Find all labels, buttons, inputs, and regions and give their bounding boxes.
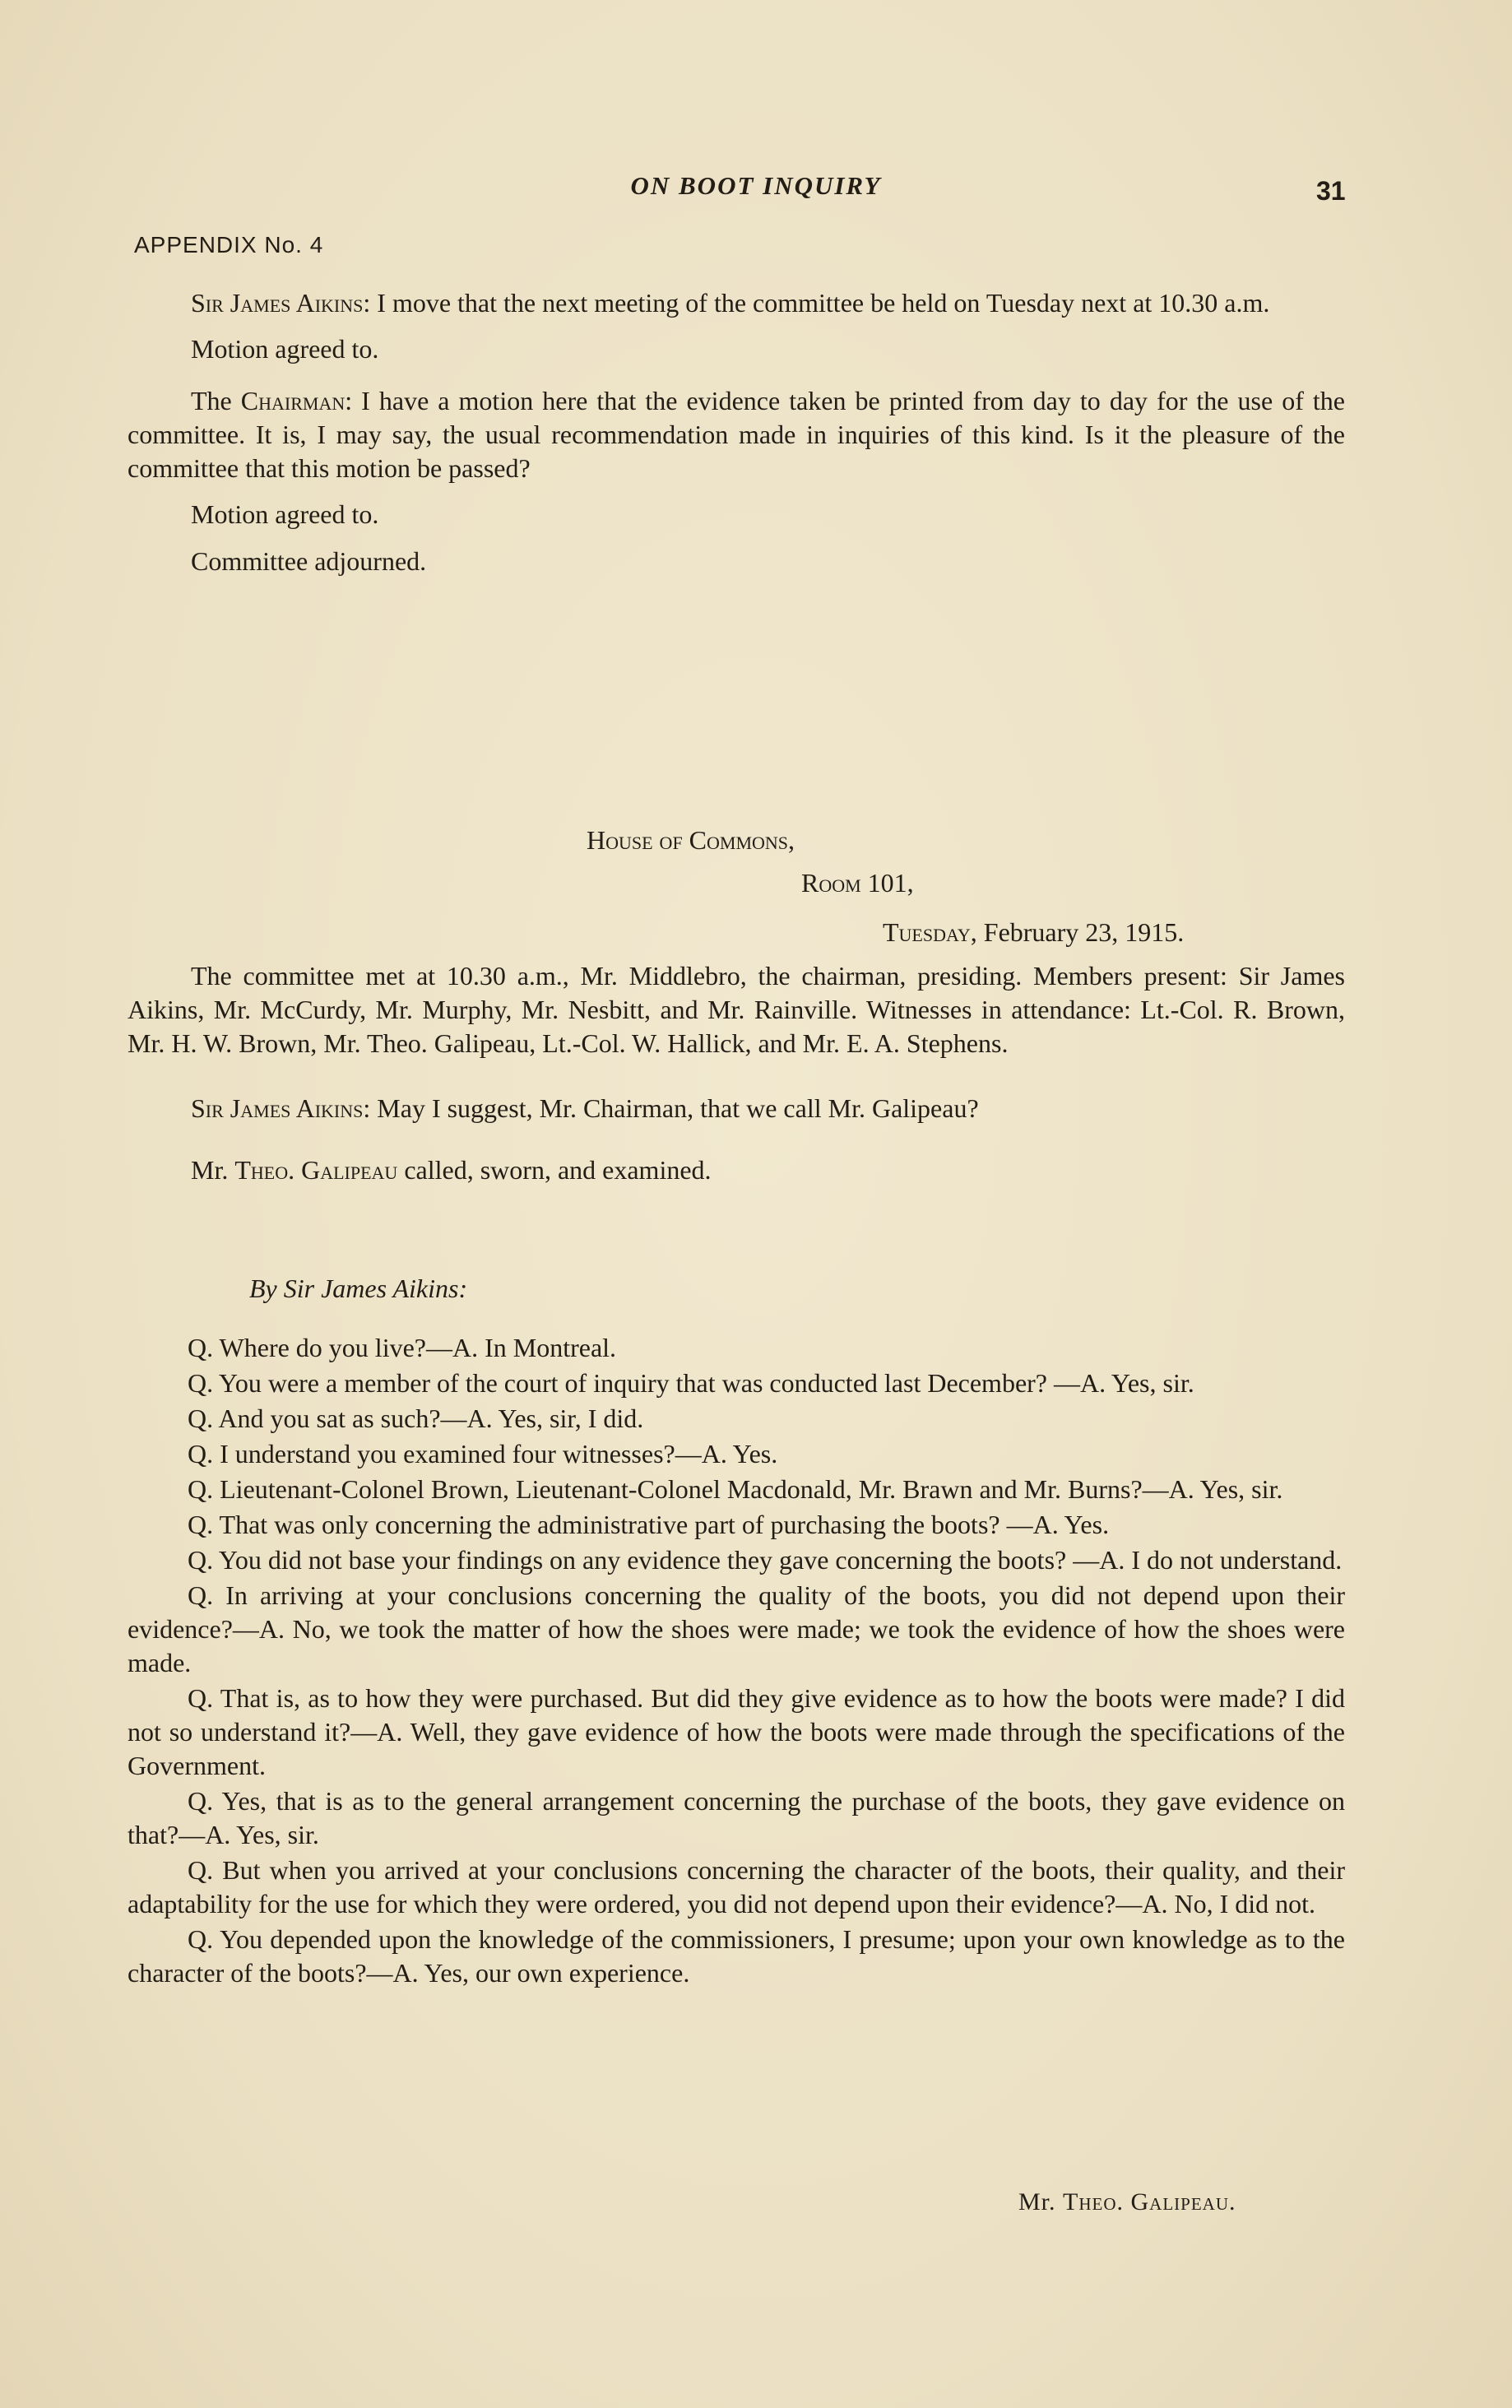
- qa-item: Q. And you sat as such?—A. Yes, sir, I did.: [188, 1404, 644, 1433]
- catchword: Mr. Theo. Galipeau.: [1018, 2188, 1236, 2215]
- address-line-room: Room 101,: [801, 868, 914, 898]
- qa-item: Q. I understand you examined four witnesses?—A. Yes.: [188, 1439, 778, 1468]
- motion-agreed-text: Motion agreed to.: [191, 499, 379, 529]
- question-answer-list: [128, 1331, 1345, 1992]
- qa-item: Q. You depended upon the knowledge of the commissioners, I presume; upon your own knowledge as to the character of the boots?—A. Yes, our own experience.: [128, 1924, 1345, 1988]
- qa-item: Q. That is, as to how they were purchased. But did they give evidence as to how the boots were made? I did not so understand it?—A. Well, they gave evidence of how the boots were made through the specifications of the Government.: [128, 1683, 1345, 1780]
- qa-item: Q. Lieutenant-Colonel Brown, Lieutenant-Colonel Macdonald, Mr. Brawn and Mr. Burns?—A. Yes, sir.: [188, 1474, 1283, 1504]
- qa-item: Q. Where do you live?—A. In Montreal.: [188, 1333, 617, 1362]
- witness-called-paragraph: Mr. Theo. Galipeau called, sworn, and examined.: [191, 1155, 712, 1185]
- page-number: 31: [1316, 176, 1346, 206]
- appendix-label: APPENDIX No. 4: [134, 232, 324, 258]
- qa-item: Q. You were a member of the court of inquiry that was conducted last December? —A. Yes, sir.: [188, 1368, 1194, 1398]
- speaker-name: Sir James Aikins:: [191, 1093, 371, 1123]
- qa-item: Q. In arriving at your conclusions concerning the quality of the boots, you did not depend upon their evidence?—A. No, we took the matter of how the shoes were made; we took the evidence of how the shoes were made.: [128, 1580, 1345, 1677]
- qa-item: Q. You did not base your findings on any evidence they gave concerning the boots? —A. I do not understand.: [188, 1545, 1343, 1575]
- paragraph-text: I move that the next meeting of the committee be held on Tuesday next at 10.30 a.m.: [370, 288, 1270, 318]
- suggestion-paragraph: Sir James Aikins: May I suggest, Mr. Chairman, that we call Mr. Galipeau?: [191, 1093, 979, 1123]
- speaker-name: Sir James Aikins:: [191, 288, 371, 318]
- attendance-paragraph: The committee met at 10.30 a.m., Mr. Middlebro, the chairman, presiding. Members present: Sir James Aikins, Mr. McCurdy, Mr. Murphy, Mr. Nesbitt, and Mr. Rainville. Witnesses in attendance: Lt.-Col. R. Brown, Mr. H. W. Brown, Mr. Theo. Galipeau, Lt.-Col. W. Hallick, and Mr. E. A. Stephens.: [128, 961, 1345, 1058]
- paragraph-text: I have a motion here that the evidence taken be printed from day to day for the use of the committee. It is, I may say, the usual recommendation made in inquiries of this kind. Is it the pleasure of the committee that this motion be passed?: [128, 386, 1345, 483]
- running-title: ON BOOT INQUIRY: [630, 171, 882, 200]
- speaker-name: Chairman:: [240, 386, 353, 415]
- motion-agreed-text: Motion agreed to.: [191, 334, 379, 364]
- qa-item: Q. That was only concerning the administrative part of purchasing the boots? —A. Yes.: [188, 1510, 1110, 1539]
- examiner-heading: By Sir James Aikins:: [249, 1274, 468, 1303]
- committee-adjourned-text: Committee adjourned.: [191, 546, 427, 576]
- opening-section: [128, 286, 1345, 578]
- attendance-section: [128, 959, 1345, 1187]
- meeting-date-line: Tuesday, February 23, 1915.: [883, 917, 1185, 947]
- witness-name: Theo. Galipeau: [234, 1155, 398, 1185]
- address-line-house: House of Commons,: [587, 825, 795, 855]
- aikins-motion-paragraph: [128, 286, 1345, 320]
- qa-item: Q. But when you arrived at your conclusions concerning the character of the boots, their quality, and their adaptability for the use for which they were ordered, you did not depend upon their evidence?—A. No, I did not.: [128, 1855, 1345, 1919]
- qa-item: Q. Yes, that is as to the general arrangement concerning the purchase of the boots, they gave evidence on that?—A. Yes, sir.: [128, 1786, 1345, 1849]
- chairman-motion-paragraph: The Chairman: I have a motion here that the evidence taken be printed from day to day for the use of the committee. It is, I may say, the usual recommendation made in inquiries of this kind. Is it the pleasure of the committee that this motion be passed?: [128, 386, 1345, 483]
